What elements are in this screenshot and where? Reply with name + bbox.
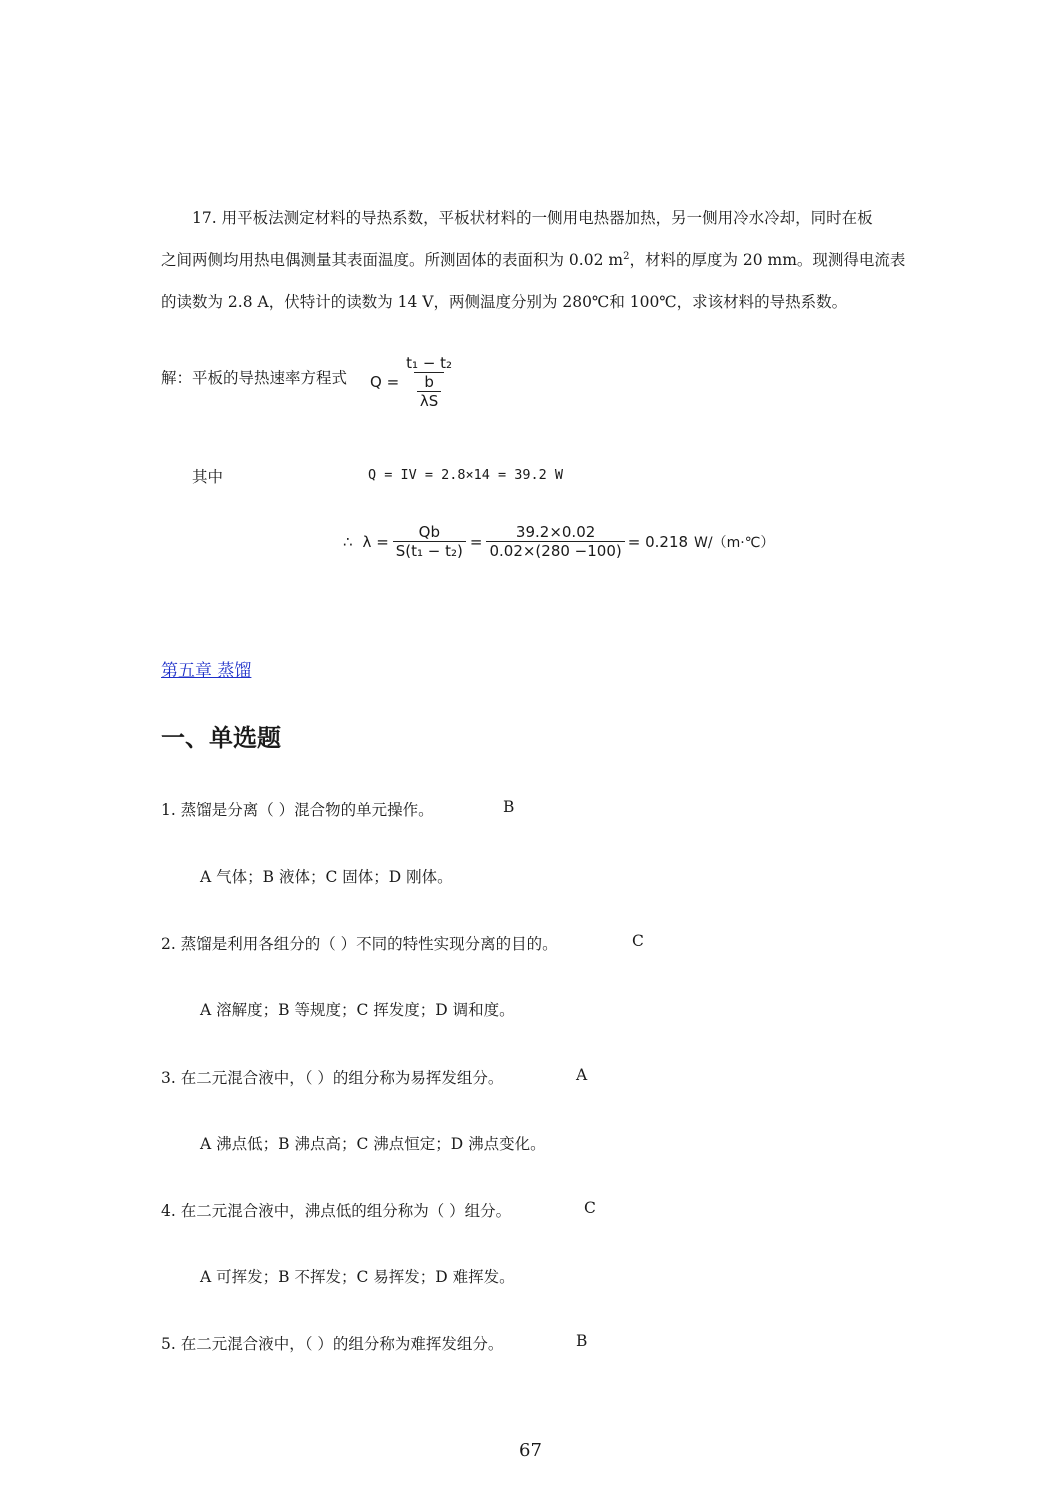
question-5: 5. 在二元混合液中，（ ）的组分称为难挥发组分。	[161, 1335, 504, 1353]
question-2: 2. 蒸馏是利用各组分的（ ）不同的特性实现分离的目的。	[161, 935, 558, 953]
square-superscript: 2	[623, 250, 630, 262]
nested-denominator: λS	[417, 391, 441, 410]
conductivity-lhs: λ =	[362, 532, 389, 551]
nested-numerator: b	[424, 373, 434, 391]
answer-4: C	[584, 1199, 596, 1217]
therefore-symbol: ∴	[343, 532, 353, 551]
result-unit: W/（m·℃）	[694, 534, 775, 551]
equation-fraction	[403, 354, 455, 410]
options-2: A 溶解度；B 等规度；C 挥发度；D 调和度。	[200, 1001, 515, 1019]
problem-text-line-1: 17. 用平板法测定材料的导热系数，平板状材料的一侧用电热器加热，另一侧用冷水冷却，同时在板	[192, 209, 873, 227]
problem-text-line-2b: ，材料的厚度为 20 mm。现测得电流表	[629, 251, 906, 269]
question-4: 4. 在二元混合液中，沸点低的组分称为（ ）组分。	[161, 1202, 512, 1220]
problem-text-line-2	[161, 248, 905, 270]
page-number: 67	[519, 1440, 542, 1461]
answer-2: C	[632, 932, 644, 950]
power-expression: Q = IV = 2.8×14 = 39.2 W	[368, 467, 564, 483]
fraction-formula	[393, 523, 466, 560]
chapter-link[interactable]: 第五章 蒸馏	[161, 661, 252, 681]
answer-1: B	[503, 798, 515, 816]
options-4: A 可挥发；B 不挥发；C 易挥发；D 难挥发。	[200, 1268, 515, 1286]
question-1: 1. 蒸馏是分离（ ）混合物的单元操作。	[161, 801, 434, 819]
solution-label: 解：平板的导热速率方程式	[161, 369, 348, 387]
fraction-values-denominator: 0.02×(280 −100)	[486, 541, 624, 560]
fraction-formula-numerator: Qb	[418, 523, 440, 541]
answer-3: A	[576, 1066, 588, 1084]
where-label: 其中	[192, 468, 224, 486]
heat-rate-equation	[370, 354, 455, 410]
conductivity-equation	[343, 523, 774, 560]
options-3: A 沸点低；B 沸点高；C 沸点恒定；D 沸点变化。	[200, 1135, 546, 1153]
equation-numerator: t₁ − t₂	[406, 354, 453, 372]
options-1: A 气体；B 液体；C 固体；D 刚体。	[200, 868, 453, 886]
question-3: 3. 在二元混合液中，（ ）的组分称为易挥发组分。	[161, 1069, 504, 1087]
fraction-values	[486, 523, 624, 560]
equation-lhs: Q =	[370, 373, 400, 391]
fraction-formula-denominator: S(t₁ − t₂)	[393, 541, 466, 560]
nested-fraction	[417, 373, 441, 410]
equals-sign: =	[469, 532, 483, 551]
section-heading: 一、单选题	[161, 724, 281, 752]
equation-denominator	[414, 372, 444, 410]
fraction-values-numerator: 39.2×0.02	[515, 523, 596, 541]
problem-text-line-3: 的读数为 2.8 A，伏特计的读数为 14 V，两侧温度分别为 280℃和 100℃，求该材料的导热系数。	[161, 293, 848, 311]
problem-text-line-2a: 之间两侧均用热电偶测量其表面温度。所测固体的表面积为 0.02 m	[161, 251, 624, 269]
result-value: = 0.218	[627, 532, 689, 551]
answer-5: B	[576, 1332, 588, 1350]
